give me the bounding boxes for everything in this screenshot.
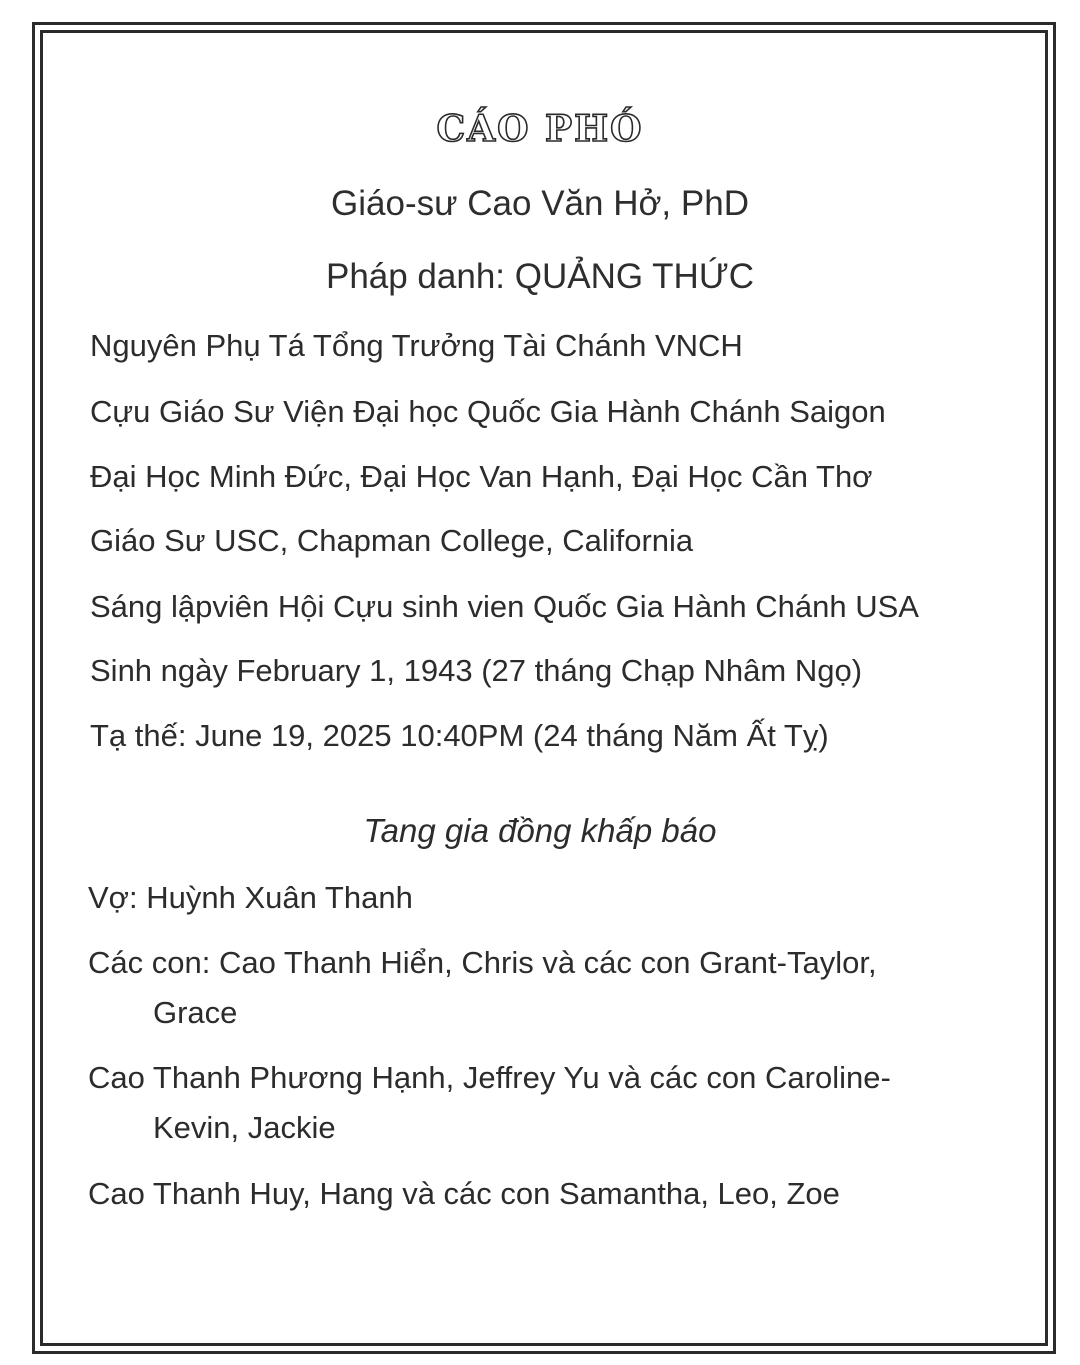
death-date: Tạ thế: June 19, 2025 10:40PM (24 tháng Năm Ất Tỵ): [90, 718, 829, 753]
position-line: Nguyên Phụ Tá Tổng Trưởng Tài Chánh VNCH: [90, 328, 743, 363]
position-line: Đại Học Minh Đức, Đại Học Van Hạnh, Đại Học Cần Thơ: [90, 459, 873, 494]
notice-title: CÁO PHÓ: [436, 108, 644, 150]
wife-line: Vợ: Huỳnh Xuân Thanh: [88, 880, 413, 915]
position-line: Giáo Sư USC, Chapman College, California: [90, 523, 694, 558]
children-line: Cao Thanh Huy, Hang và các con Samantha, Leo, Zoe: [88, 1176, 840, 1211]
children-line: Các con: Cao Thanh Hiển, Chris và các con Grant-Taylor,: [88, 945, 877, 980]
children-line: Cao Thanh Phương Hạnh, Jeffrey Yu và các con Caroline-: [88, 1060, 891, 1095]
family-heading: Tang gia đồng khấp báo: [363, 812, 717, 849]
deceased-name: Giáo-sư Cao Văn Hở, PhD: [331, 184, 749, 223]
position-line: Sáng lậpviên Hội Cựu sinh vien Quốc Gia Hành Chánh USA: [90, 589, 919, 624]
position-line: Cựu Giáo Sư Viện Đại học Quốc Gia Hành Chánh Saigon: [90, 394, 886, 429]
children-line-continued: Grace: [153, 995, 238, 1030]
birth-date: Sinh ngày February 1, 1943 (27 tháng Chạp Nhâm Ngọ): [90, 653, 863, 688]
dharma-name: Pháp danh: QUẢNG THỨC: [325, 257, 755, 296]
children-line-continued: Kevin, Jackie: [153, 1110, 336, 1145]
